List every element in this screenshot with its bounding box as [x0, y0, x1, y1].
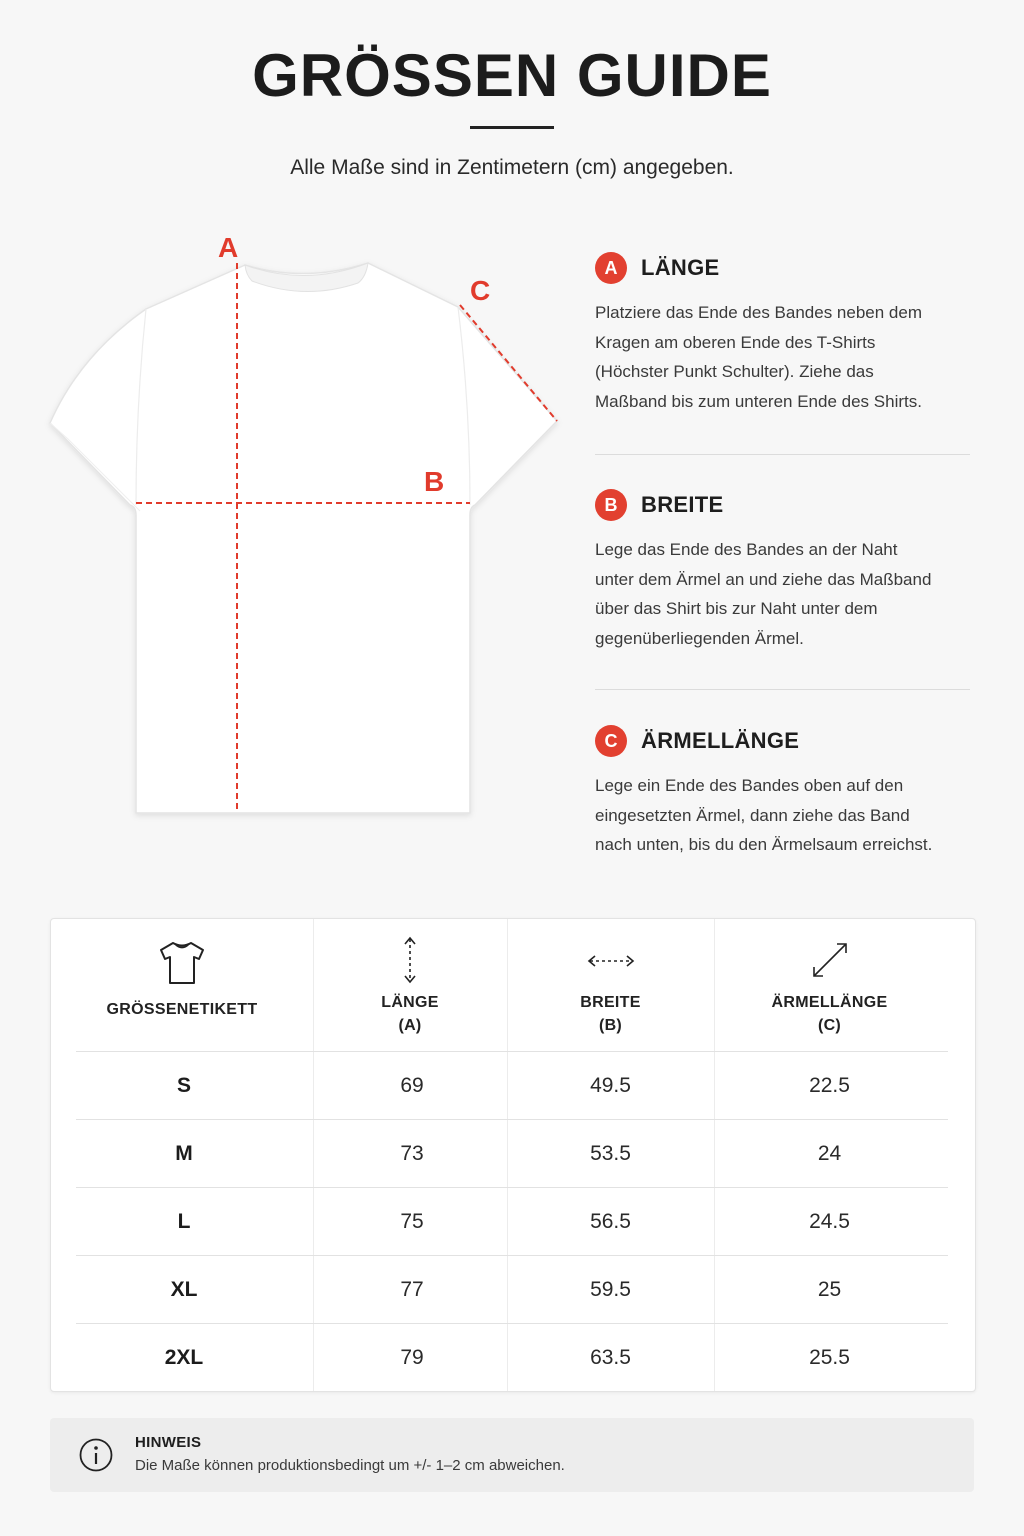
length-cell: 79 [400, 1346, 424, 1369]
instruction-length [595, 250, 970, 416]
note-text: Die Maße können produktionsbedingt um +/- 1–2 cm abweichen. [135, 1457, 565, 1474]
length-cell: 73 [400, 1142, 424, 1165]
page-title: GRÖSSEN GUIDE [252, 42, 772, 109]
instruction-line: Platziere das Ende des Bandes neben dem [595, 303, 923, 322]
width-cell: 59.5 [590, 1278, 631, 1301]
instruction-line: Lege das Ende des Bandes an der Naht [595, 540, 898, 559]
instruction-line: über das Shirt bis zur Naht unter dem [595, 599, 878, 618]
column-header-label: BREITE [580, 994, 641, 1011]
instruction-title: LÄNGE [641, 255, 720, 280]
instruction-line: (Höchster Punkt Schulter). Ziehe das [595, 362, 874, 381]
column-header-label: LÄNGE [381, 994, 439, 1011]
instruction-title: ÄRMELLÄNGE [641, 728, 800, 753]
vertical-arrow-icon [400, 935, 420, 985]
measure-label-a: A [218, 232, 239, 263]
sleeve-cell: 22.5 [809, 1074, 850, 1097]
column-header-width [507, 919, 714, 1051]
divider [595, 689, 970, 690]
sleeve-cell: 25 [817, 1278, 842, 1301]
size-cell: 2XL [164, 1346, 204, 1369]
instruction-text [595, 771, 970, 860]
info-icon [78, 1437, 114, 1473]
instruction-line: nach unten, bis du den Ärmelsaum erreichst. [595, 835, 933, 854]
size-cell: S [176, 1074, 191, 1097]
measure-label-c: C [470, 275, 491, 306]
instruction-line: gegenüberliegenden Ärmel. [595, 628, 804, 648]
tshirt-diagram [40, 225, 570, 825]
length-cell: 75 [400, 1210, 424, 1233]
instruction-width [595, 487, 970, 653]
instruction-line: Kragen am oberen Ende des T-Shirts [595, 332, 876, 352]
sleeve-cell: 24.5 [809, 1210, 850, 1233]
column-header-length [313, 919, 507, 1051]
horizontal-arrow-icon [586, 951, 636, 971]
width-cell: 56.5 [590, 1210, 631, 1233]
measure-label-b: B [424, 466, 445, 497]
sleeve-cell: 25.5 [809, 1346, 850, 1369]
instruction-sleeve [595, 723, 970, 860]
badge-a: A [595, 252, 627, 284]
column-header-sublabel: (C) [817, 1017, 842, 1034]
length-cell: 69 [400, 1074, 424, 1097]
instruction-line: Maßband bis zum unteren Ende des Shirts. [595, 391, 922, 411]
width-cell: 53.5 [590, 1142, 631, 1165]
divider [595, 454, 970, 455]
instruction-text [595, 298, 970, 416]
column-header-sublabel: (B) [598, 1017, 623, 1034]
size-cell: L [177, 1210, 191, 1233]
badge-b: B [595, 489, 627, 521]
instruction-text [595, 535, 970, 653]
instruction-title: BREITE [641, 492, 724, 517]
tshirt-icon [156, 939, 208, 987]
column-header-sleeve [714, 919, 945, 1051]
column-header-label: ÄRMELLÄNGE [771, 994, 888, 1011]
column-header-sublabel: (A) [398, 1017, 422, 1034]
instruction-line: Lege ein Ende des Bandes oben auf den [595, 776, 904, 795]
size-cell: M [175, 1142, 193, 1165]
title-underline [470, 126, 554, 129]
length-cell: 77 [400, 1278, 424, 1301]
width-cell: 49.5 [590, 1074, 631, 1097]
note-box [50, 1418, 974, 1492]
sleeve-cell: 24 [817, 1142, 842, 1165]
page-subtitle: Alle Maße sind in Zentimetern (cm) angegeben. [290, 156, 734, 179]
instruction-line: eingesetzten Ärmel, dann ziehe das Band [595, 805, 910, 825]
note-title: HINWEIS [135, 1434, 202, 1451]
tshirt-shape [50, 263, 557, 813]
size-table [50, 918, 976, 1392]
column-header-label: GRÖSSENETIKETT [106, 1001, 258, 1018]
diagonal-arrow-icon [809, 939, 851, 981]
badge-c: C [595, 725, 627, 757]
width-cell: 63.5 [590, 1346, 631, 1369]
column-header-size [51, 919, 313, 1051]
instruction-line: unter dem Ärmel an und ziehe das Maßband [595, 569, 932, 589]
size-cell: XL [170, 1278, 198, 1301]
